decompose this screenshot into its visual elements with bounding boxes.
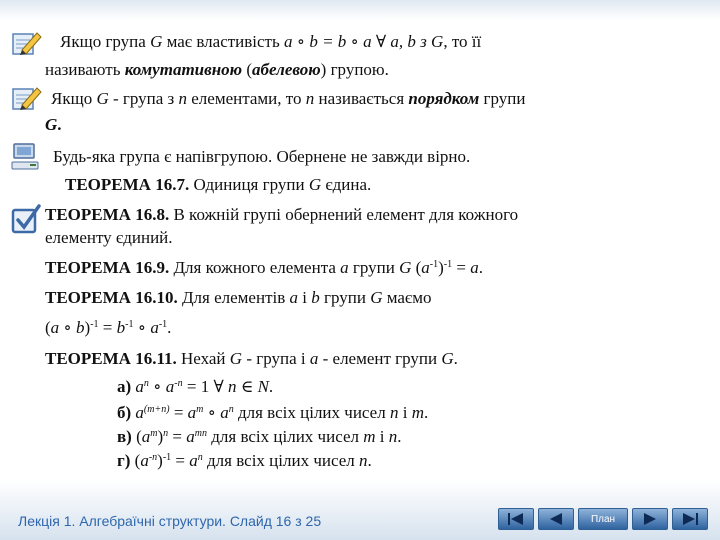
text: = [171,451,190,470]
text: - група з [108,89,179,108]
term-abelian: абелевою [252,60,321,79]
superscript: n [143,378,149,389]
term-order: порядком [408,89,480,108]
text: ) [84,318,91,337]
math-N: N [257,377,269,396]
superscript: m [150,428,158,439]
text: ∘ [59,318,77,337]
item-label: г) [117,451,131,470]
plan-label: План [590,513,616,525]
math-m: m [363,427,376,446]
text: ( [242,60,252,79]
math-a: a [135,403,144,422]
text: В кожній групі обернений елемент для кожного [169,205,519,224]
math-b: b [311,288,320,307]
superscript: (m+n) [143,404,170,415]
text: ) групою. [320,60,389,79]
item-label: в) [117,427,132,446]
math-G: G [229,349,243,368]
math-a: a [187,403,197,422]
math-G: G [308,175,322,194]
superscript: n [163,428,169,439]
theorem-item-d [117,449,372,472]
text: має властивість [162,32,284,51]
previous-slide-button[interactable] [538,508,574,530]
text: ∈ [236,377,258,396]
text: . [57,115,62,134]
text: = [169,403,188,422]
text: . [167,318,172,337]
theorem-heading: ТЕОРЕМА 16.7. [65,175,190,194]
text: . [268,377,274,396]
definition-commutative-line2 [45,58,685,81]
superscript: n [197,452,203,463]
last-slide-button[interactable] [672,508,708,530]
text: - група і [242,349,310,368]
semigroup-note [45,145,685,168]
text: ( [130,451,141,470]
math-n: n [389,403,399,422]
superscript: m [196,404,204,415]
math-a: a [220,403,229,422]
checkbox-check-icon [10,202,42,236]
math-G: G [370,288,383,307]
superscript: -1 [90,319,99,330]
math-n: n [178,89,188,108]
text: ) [157,451,163,470]
math-a: a [421,258,430,277]
commutativity-formula: a ∘ b = b ∘ a ∀ a, b з G [284,32,444,51]
text: = 1 ∀ [182,377,228,396]
term-commutative: комутативною [124,60,243,79]
item-label: а) [117,377,132,396]
math-a: a [340,258,349,277]
text: Якщо група [60,32,151,51]
text: . [172,349,177,368]
text: . [478,258,483,277]
math-b: b [116,318,126,337]
math-a: a [141,427,151,446]
math-a: a [289,288,299,307]
theorem-16-8 [45,203,685,226]
definition-commutative [45,30,685,53]
superscript: -1 [158,319,168,330]
text: для всіх цілих чисел [233,403,390,422]
math-a: a [189,451,198,470]
text: ) [157,427,164,446]
math-a: a [186,427,195,446]
text: ( [411,258,422,277]
text: і [298,288,312,307]
math-G: G [45,115,58,134]
text: Будь-яка група є напівгрупою. Обернене не завжди вірно. [53,147,471,166]
text: групи [348,258,400,277]
superscript: -1 [162,452,172,463]
text: - елемент групи [318,349,442,368]
text: . [397,427,402,446]
skip-forward-icon [680,512,700,526]
superscript: -n [148,452,158,463]
text: групи [479,89,526,108]
theorem-item-c [117,425,402,448]
text: ( [131,427,142,446]
notepad-pencil-icon [10,83,42,113]
theorem-item-b [117,401,428,424]
math-G: G [399,258,412,277]
text: ∘ [203,403,221,422]
superscript: mn [194,428,207,439]
math-m: m [411,403,424,422]
text: = [168,427,187,446]
text: маємо [382,288,432,307]
text: . [423,403,429,422]
text: називають [45,60,125,79]
math-a: a [470,258,479,277]
text: для всіх цілих чисел [202,451,359,470]
play-forward-icon [640,512,660,526]
text: ∘ [148,377,166,396]
math-n: n [388,427,398,446]
slide-footer: Лекція 1. Алгебраїчні структури. Слайд 16 з 25 [18,513,322,529]
first-slide-button[interactable] [498,508,534,530]
notepad-pencil-icon [10,28,42,58]
math-a: a [165,377,175,396]
theorem-16-10-formula [45,316,685,339]
definition-order [45,87,685,110]
text: Для елементів [177,288,290,307]
text: елементами, то [187,89,306,108]
text: для всіх цілих чисел [207,427,364,446]
theorem-16-8-line2 [45,226,685,249]
next-slide-button[interactable] [632,508,668,530]
math-n: n [305,89,315,108]
superscript: -1 [125,319,134,330]
text: єдина. [321,175,372,194]
math-a: a [50,318,60,337]
math-n: n [359,451,368,470]
skip-back-icon [506,512,526,526]
superscript: n [228,404,234,415]
math-G: G [441,349,454,368]
theorem-item-a [117,375,273,398]
math-a: a [150,318,159,337]
superscript: -n [174,378,183,389]
text: . [367,451,372,470]
item-label: б) [117,403,132,422]
math-n: n [227,377,237,396]
theorem-16-10 [45,286,685,309]
text: = [452,258,471,277]
math-a: a [140,451,149,470]
text: Якщо [51,89,97,108]
math-G: G [150,32,163,51]
text: = [98,318,117,337]
math-G: G [96,89,109,108]
theorem-16-7 [45,173,685,196]
play-back-icon [546,512,566,526]
text: ( [45,318,51,337]
superscript: -1 [443,259,453,270]
theorem-16-9 [45,256,685,279]
text: . [453,349,458,368]
math-a: a [309,349,319,368]
theorem-16-11 [45,347,685,370]
text: і [398,403,412,422]
text: і [375,427,389,446]
math-b: b [76,318,85,337]
definition-order-line2 [45,113,685,136]
plan-button[interactable] [578,508,628,530]
text: Нехай [176,349,230,368]
text: Одиниця групи [189,175,309,194]
text: ∘ [133,318,151,337]
theorem-heading: ТЕОРЕМА 16.8. [45,205,170,224]
text: називається [314,89,409,108]
text: групи [319,288,371,307]
theorem-heading: ТЕОРЕМА 16.9. [45,258,170,277]
text: Для кожного елемента [169,258,341,277]
computer-icon [10,140,42,174]
text: , то її [443,32,482,51]
superscript: -1 [429,259,439,270]
theorem-heading: ТЕОРЕМА 16.11 [45,349,173,368]
text: ) [438,258,444,277]
math-a: a [135,377,144,396]
theorem-heading: ТЕОРЕМА 16.10. [45,288,178,307]
text: елементу єдиний. [45,228,173,247]
